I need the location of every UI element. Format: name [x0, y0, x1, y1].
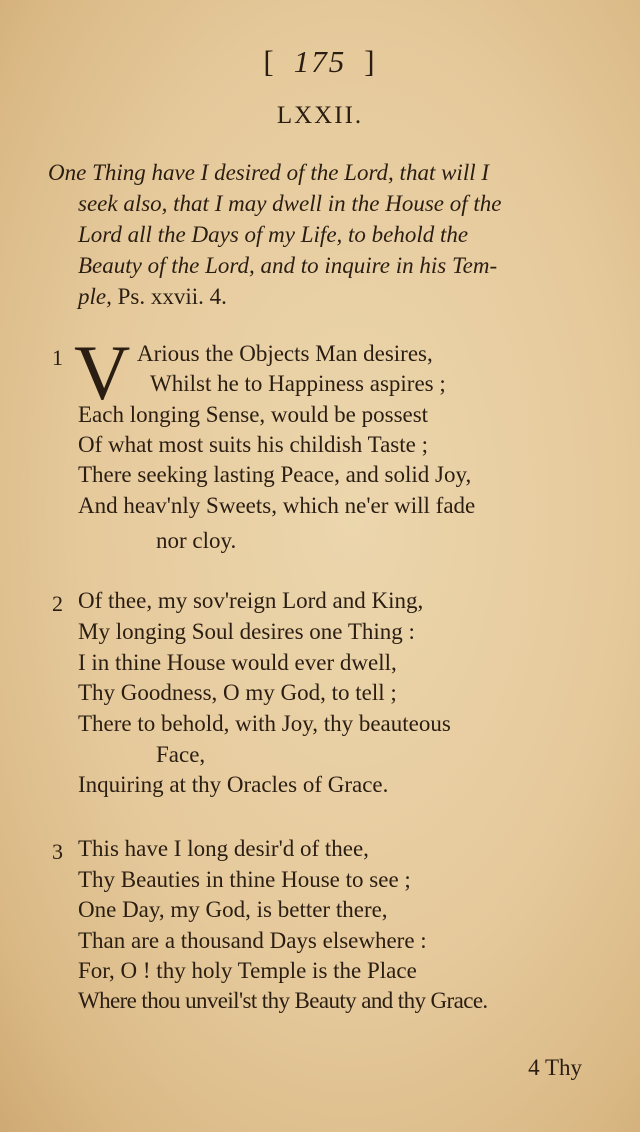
verse-line: Face,: [156, 742, 206, 767]
verse-line: Whilst he to Happiness aspires ;: [150, 371, 446, 396]
bracket-right: ]: [364, 44, 377, 79]
verse-line: Thy Beauties in thine House to see ;: [78, 867, 411, 892]
verse-line: nor cloy.: [156, 528, 237, 553]
verse-line: My longing Soul desires one Thing :: [78, 619, 415, 644]
verse-line: Of what most suits his childish Taste ;: [78, 432, 428, 457]
drop-cap: V: [74, 329, 131, 416]
verse-line: Inquiring at thy Oracles of Grace.: [78, 772, 389, 797]
verse-line: There seeking lasting Peace, and solid Joy,: [78, 462, 472, 487]
bracket-left: [: [263, 44, 276, 79]
catchword: 4 Thy: [528, 1055, 582, 1080]
verse-line: One Day, my God, is better there,: [78, 897, 388, 922]
verse-number: 2: [52, 591, 63, 616]
verse-line: Where thou unveil'st thy Beauty and thy Grace.: [78, 988, 488, 1013]
epigraph-line: seek also, that I may dwell in the House of the: [78, 191, 502, 216]
verse-number: 1: [52, 345, 63, 370]
verse-number: 3: [52, 839, 63, 864]
verse-line: For, O ! thy holy Temple is the Place: [78, 958, 417, 983]
verse-line: Arious the Objects Man desires,: [137, 341, 433, 366]
epigraph-line-text: ple,: [78, 284, 112, 309]
verse-line: Than are a thousand Days elsewhere :: [78, 928, 427, 953]
verse-line: There to behold, with Joy, thy beauteous: [78, 711, 451, 736]
scripture-reference: Ps. xxvii. 4.: [111, 284, 227, 309]
page-number: 175: [293, 44, 347, 79]
epigraph-line: One Thing have I desired of the Lord, that will I: [48, 160, 490, 185]
epigraph-line: Beauty of the Lord, and to inquire in his Tem-: [78, 253, 498, 278]
verse-line: Each longing Sense, would be possest: [78, 402, 429, 427]
verse-line: Thy Goodness, O my God, to tell ;: [78, 680, 397, 705]
hymn-number: LXXII.: [276, 102, 364, 129]
epigraph: [48, 157, 580, 312]
page-header: [0, 44, 640, 80]
verse-line: And heav'nly Sweets, which ne'er will fade: [78, 493, 476, 518]
epigraph-line: Lord all the Days of my Life, to behold the: [78, 222, 469, 247]
verse-line: I in thine House would ever dwell,: [78, 650, 397, 675]
verse-line: This have I long desir'd of thee,: [78, 836, 369, 861]
verse-line: Of thee, my sov'reign Lord and King,: [78, 588, 424, 613]
epigraph-line: [48, 281, 580, 312]
